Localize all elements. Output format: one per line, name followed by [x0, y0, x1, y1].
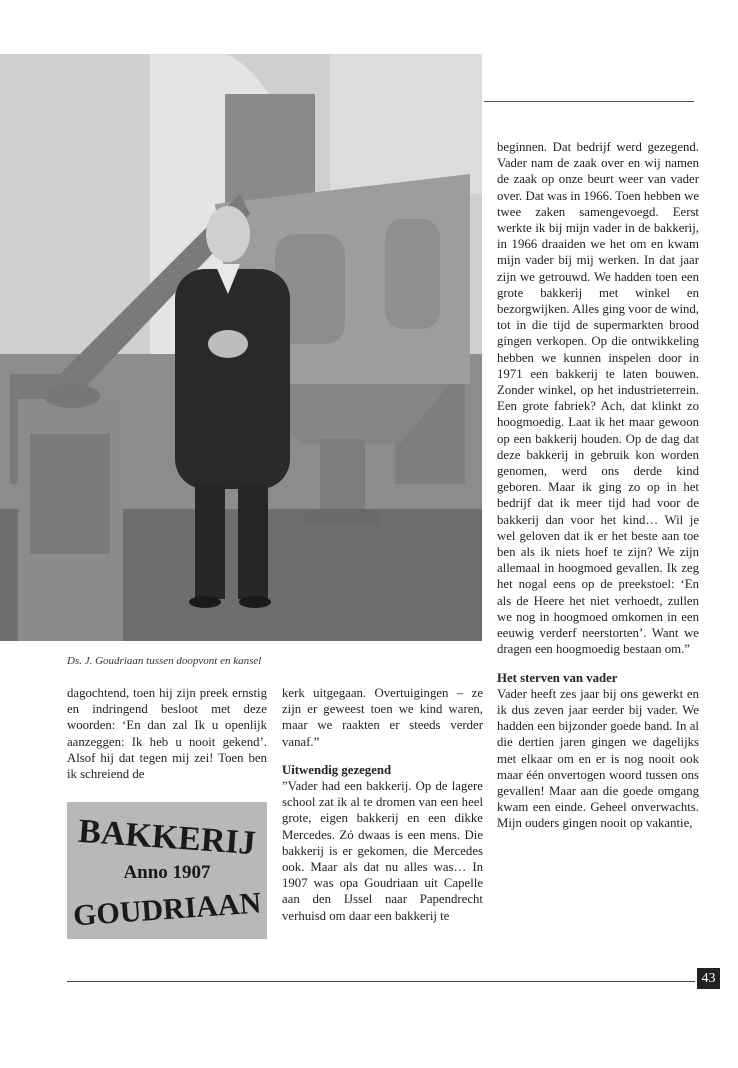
- column-2: [282, 685, 483, 924]
- column-2-paragraph-1: kerk uitgegaan. Overtuigingen – ze zijn er geweest toen we kind waren, maar we raakten er steeds verder vanaf.”: [282, 686, 483, 749]
- column-3-paragraph-2: Vader heeft zes jaar bij ons gewerkt en ik dus zeven jaar eerder bij vader. We hadden een bijzonder goede band. In al die dertien jaren gingen we dagelijks met elkaar om en er is nog nooit ook maar één onvertogen woord tussen ons gevallen! Maar aan die goede omgang kwam een einde. Geheel onverwachts. Mijn ouders gingen nooit op vakantie,: [497, 686, 699, 831]
- bottom-rule: [67, 981, 695, 982]
- pulpit-photo: [0, 54, 482, 641]
- section-heading-sterven: Het sterven van vader: [497, 670, 618, 685]
- bakery-sign-photo: [67, 802, 267, 939]
- section-heading-uitwendig: Uitwendig gezegend: [282, 762, 392, 777]
- column-1-paragraph: dagochtend, toen hij zijn preek ernstig en indringend besloot met deze woorden: ‘En dan zal Ik u openlijk aanzeggen: Ik heb u nooit gekend’. Alsof hij dat tegen mij zei! Toen ben ik schreiend de: [67, 686, 267, 782]
- photo-caption: Ds. J. Goudriaan tussen doopvont en kansel: [67, 655, 262, 667]
- column-3: [497, 139, 699, 832]
- column-1: [67, 685, 267, 782]
- page-number: 43: [697, 968, 720, 989]
- sign-line-1: BAKKERIJ: [77, 812, 257, 863]
- sign-line-3: GOUDRIAAN: [72, 886, 263, 933]
- column-3-paragraph-1: beginnen. Dat bedrijf werd gezegend. Vader nam de zaak over en wij namen de zaak op onze beurt weer van vader over. Dat was in 1966. Toen hebben we twee zaken samengevoegd. Eerst werkte ik bij mijn vader in de bakkerij, in 1966 draaiden we het om en kwam mijn vader bij mij werken. In dat jaar zijn we getrouwd. We hadden toen een grote bakkerij met winkel en bezorgwijken. Alles ging voor de wind, tot in die tijd de supermarkten brood gingen verkopen. Op die ontwikkeling hebben we kunnen inspelen door in 1971 een bakkerij te laten bouwen. Zonder winkel, op het industrieterrein. Een grote fabriek? Ach, dat klinkt zo hoogmoedig. Laat ik het maar gewoon op een bakkerij houden. Op de dag dat deze bakkerij in gebruik kon worden genomen, werd ons derde kind geboren. Maar ik ging zo op in het bedrijf dat ik meer tijd had voor de bakkerij dan voor het kind… Wil je wel geloven dat ik er het beste aan toe ben als ik niets hoef te zijn? We zijn allemaal in hoogmoed gevallen. Ik zeg het nogal eens op de preekstoel: ‘En als de Heere het niet verhoedt, zullen we nog in hoogmoed omkomen in een eeuwig verderf neerstorten’. Want we dragen een hoogmoedig bestaan om.”: [497, 140, 699, 657]
- column-2-paragraph-2: ”Vader had een bakkerij. Op de lagere school zat ik al te dromen van een heel grote, eigen bakkerij en een dikke Mercedes. Zó dwaas is een mens. Die bakkerij is er gekomen, die Mercedes ook. Maar als dat nu alles was… In 1907 was opa Goudriaan uit Capelle aan den IJssel naar Papendrecht verhuisd om daar een bakkerij te: [282, 779, 483, 923]
- bakery-sign-illustration: [67, 802, 267, 939]
- top-rule: [484, 101, 694, 102]
- sign-line-2: Anno 1907: [123, 862, 211, 883]
- pulpit-photo-illustration: [0, 54, 482, 641]
